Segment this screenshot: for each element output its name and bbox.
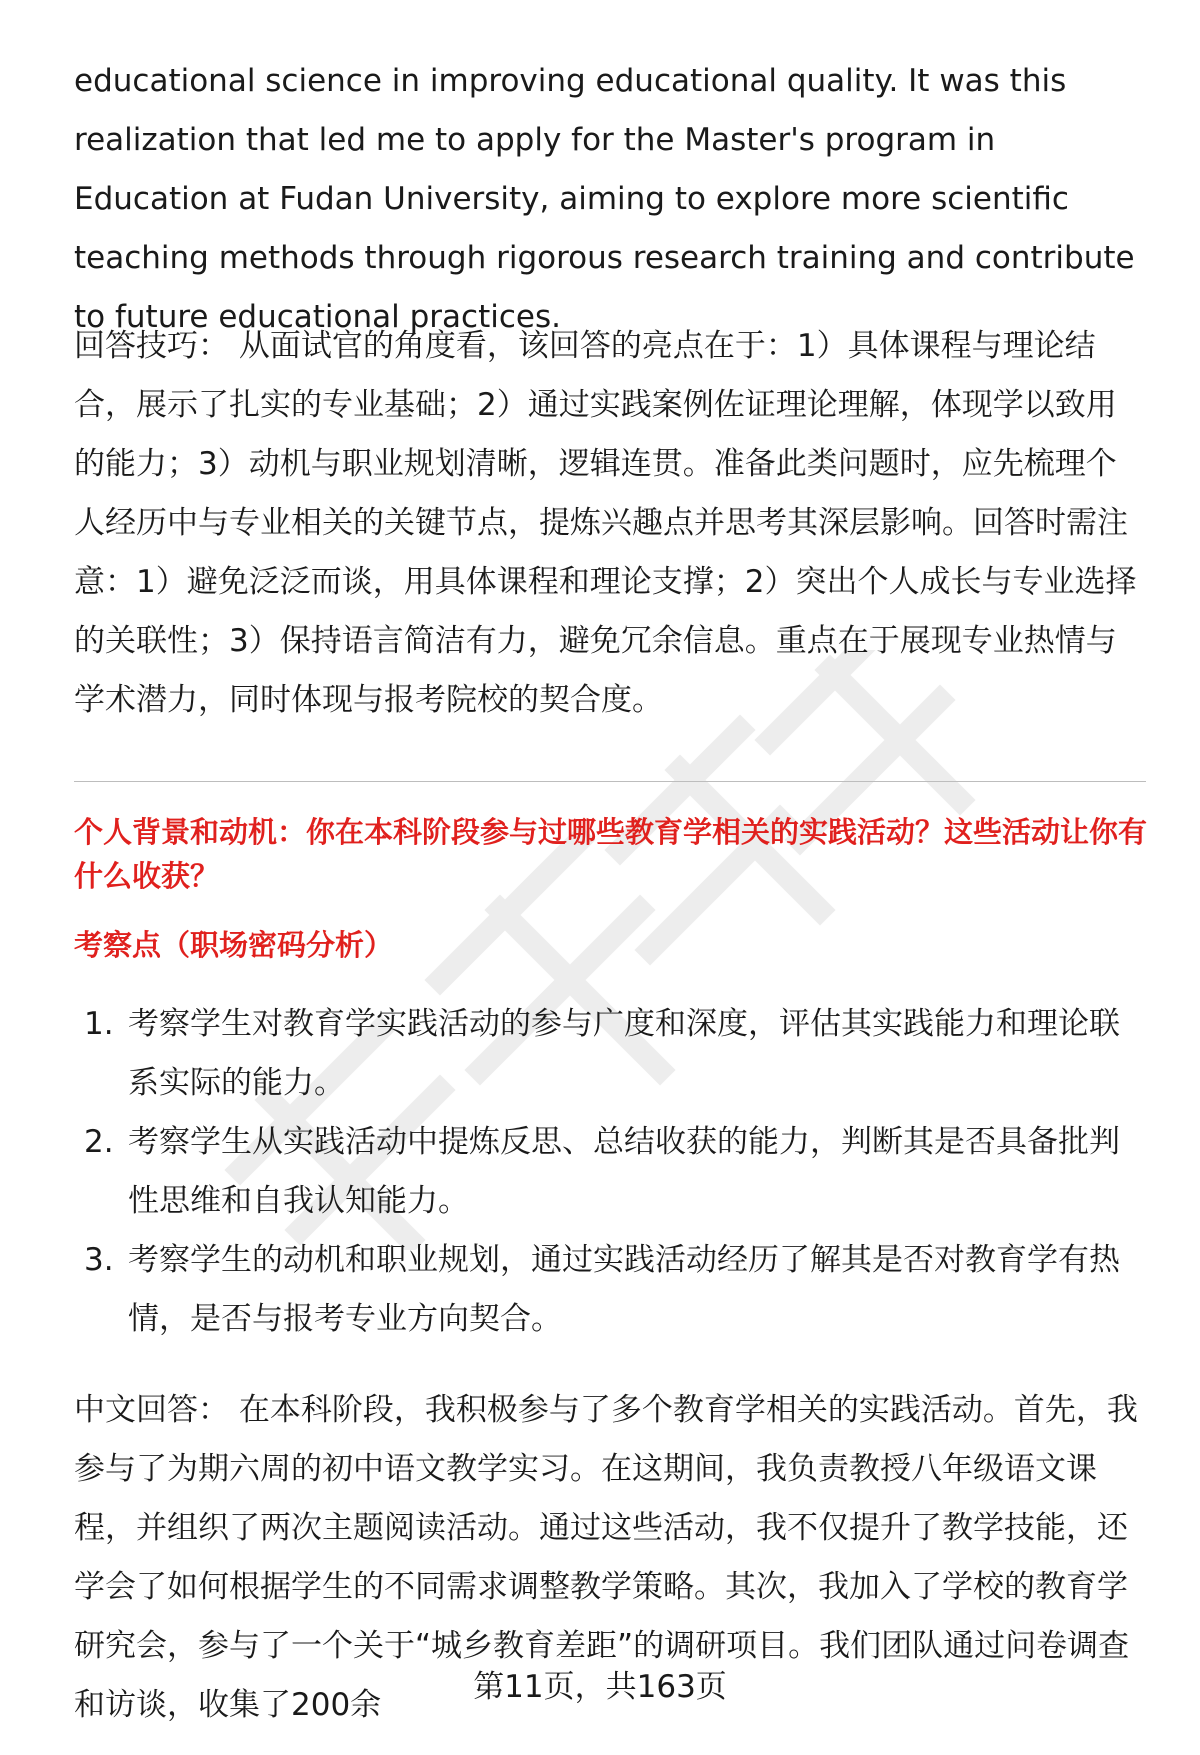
list-item-number: 2. <box>84 1124 114 1160</box>
list-item-text: 考察学生从实践活动中提炼反思、总结收获的能力，判断其是否具备批判性思维和自我认知能力。 <box>128 1124 1120 1219</box>
list-item-text: 考察学生对教育学实践活动的参与广度和深度，评估其实践能力和理论联系实际的能力。 <box>128 1006 1120 1101</box>
question-title: 个人背景和动机：你在本科阶段参与过哪些教育学相关的实践活动？这些活动让你有什么收获？ <box>74 815 1148 893</box>
english-answer-tail: educational science in improving educational quality. It was this realization that led me to apply for the Master's program in Education at Fudan University, aiming to explore more scientific teaching methods through rigorous research training and contribute to future educational practices. <box>74 63 1135 335</box>
page-number: 第11页，共163页 <box>473 1669 727 1705</box>
list-item-number: 1. <box>84 1006 114 1042</box>
section-divider <box>74 781 1146 782</box>
list-item <box>74 1231 1146 1349</box>
list-item <box>74 995 1146 1113</box>
list-item-text: 考察学生的动机和职业规划，通过实践活动经历了解其是否对教育学有热情，是否与报考专业方向契合。 <box>128 1242 1120 1337</box>
answer-tips: 回答技巧： 从面试官的角度看，该回答的亮点在于：1）具体课程与理论结合，展示了扎实的专业基础；2）通过实践案例佐证理论理解，体现学以致用的能力；3）动机与职业规划清晰，逻辑连贯。准备此类问题时，应先梳理个人经历中与专业相关的关键节点，提炼兴趣点并思考其深层影响。回答时需注意：1）避免泛泛而谈，用具体课程和理论支撑；2）突出个人成长与专业选择的关联性；3）保持语言简洁有力，避免冗余信息。重点在于展现专业热情与学术潜力，同时体现与报考院校的契合度。 <box>74 328 1137 718</box>
chinese-answer: 中文回答： 在本科阶段，我积极参与了多个教育学相关的实践活动。首先，我参与了为期六周的初中语文教学实习。在这期间，我负责教授八年级语文课程，并组织了两次主题阅读活动。通过这些活动，我不仅提升了教学技能，还学会了如何根据学生的不同需求调整教学策略。其次，我加入了学校的教育学研究会，参与了一个关于“城乡教育差距”的调研项目。我们团队通过问卷调查和访谈，收集了200余 <box>74 1392 1138 1723</box>
assessment-points-heading: 考察点（职场密码分析） <box>74 928 394 962</box>
list-item-number: 3. <box>84 1242 114 1278</box>
assessment-points-list <box>74 995 1146 1349</box>
list-item <box>74 1113 1146 1231</box>
